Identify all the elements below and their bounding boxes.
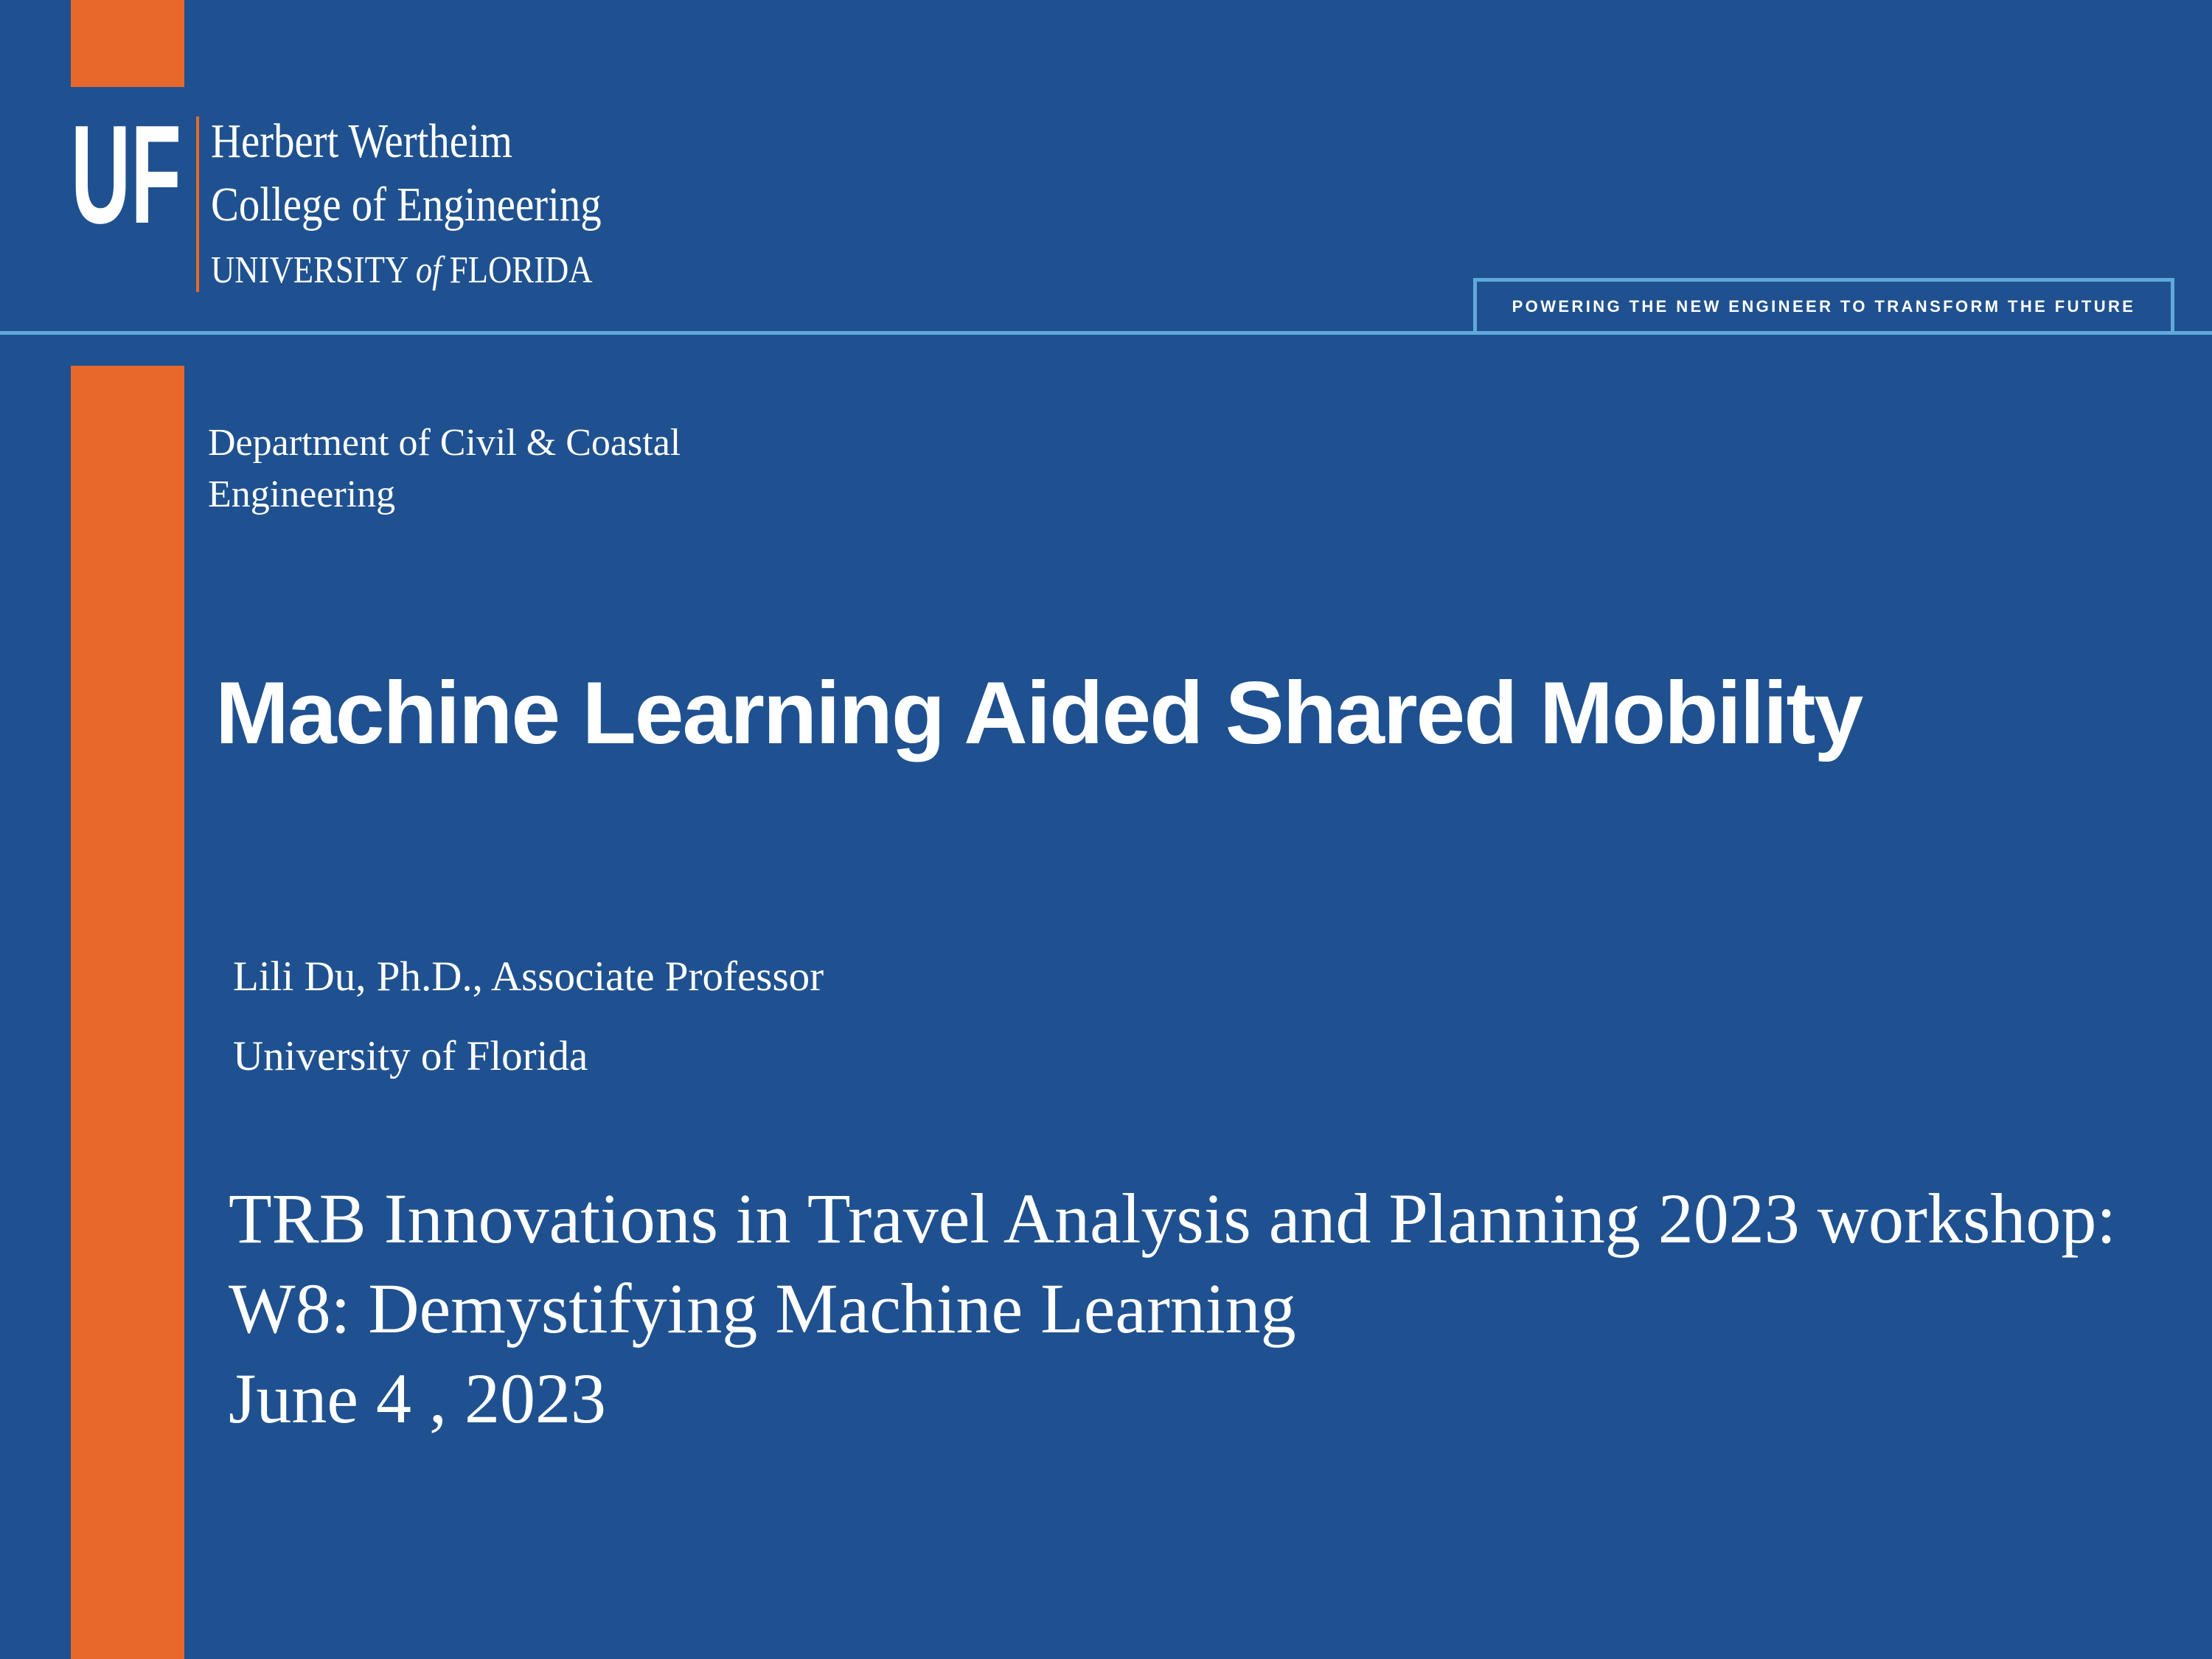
uf-logo-mark — [71, 97, 181, 253]
svg-text:UF: UF — [71, 97, 181, 253]
department-name — [208, 417, 681, 521]
logo-divider — [196, 116, 199, 292]
logo-line-university-text: UNIVERSITY — [211, 249, 416, 291]
college-logo — [71, 97, 661, 298]
author-affiliation: University of Florida — [233, 1033, 588, 1079]
event-line-date: June 4 , 2023 — [229, 1359, 606, 1438]
logo-line-university-of-florida — [211, 248, 593, 292]
logo-line-college-of-engineering: College of Engineering — [211, 178, 602, 232]
tagline-box — [1473, 278, 2174, 332]
event-line-workshop: TRB Innovations in Travel Analysis and Planning 2023 workshop: — [229, 1179, 2117, 1258]
logo-line-of-text: of — [415, 249, 442, 291]
author-name: Lili Du, Ph.D., Associate Professor — [233, 953, 824, 1000]
tagline-text: POWERING THE NEW ENGINEER TO TRANSFORM THE FUTURE — [1512, 297, 2136, 316]
department-line-2: Engineering — [208, 473, 396, 515]
slide-title: Machine Learning Aided Shared Mobility — [215, 664, 1863, 762]
logo-line-florida-text: FLORIDA — [441, 249, 593, 291]
accent-bar-top — [71, 0, 184, 87]
event-line-session: W8: Demystifying Machine Learning — [229, 1269, 1296, 1348]
logo-line-herbert-wertheim: Herbert Wertheim — [211, 114, 512, 168]
accent-bar-side — [71, 366, 184, 1659]
event-info — [229, 1174, 2116, 1444]
department-line-1: Department of Civil & Coastal — [208, 422, 681, 464]
